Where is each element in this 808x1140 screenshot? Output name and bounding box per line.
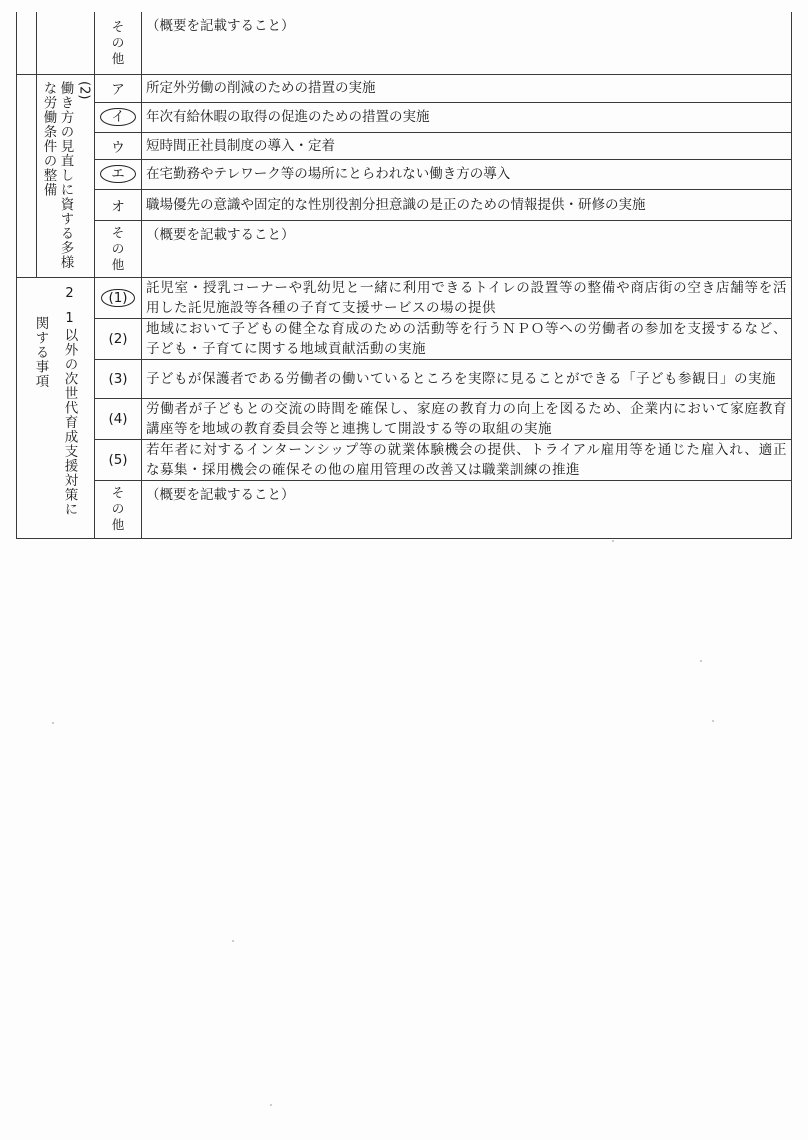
item-text-cell [142,133,792,160]
item-mark-cell [95,359,142,398]
section2-number: (2) [76,80,92,99]
table-row [17,398,792,439]
sonota-label: その他 [111,485,125,532]
table-row [17,439,792,480]
item-mark-cell [95,74,142,102]
item-mark-cell [95,277,142,318]
table-row [17,480,792,538]
item-mark-circled: エ [100,165,136,183]
sonota-cell [95,220,142,277]
table-row [17,160,792,189]
category2-title-sub: 関する事項 [32,315,49,388]
item-text: 年次有給休暇の取得の促進のための措置の実施 [146,109,430,126]
item-text-cell [142,439,792,480]
item-mark: (2) [108,330,128,347]
overview-cell [142,480,792,538]
item-mark-cell [95,160,142,189]
item-text-cell [142,398,792,439]
sonota-cell [95,12,142,74]
table-row [17,220,792,277]
section2-title: 働き方の見直しに資する多様な労働条件の整備 [40,80,74,269]
category-cell-blank [17,74,37,277]
item-text-cell [142,160,792,189]
sonota-cell [95,480,142,538]
item-text: 託児室・授乳コーナーや乳幼児と一緒に利用できるトイレの設置等の整備や商店街の空き店舗等を活用した託児施設等各種の子育て支援サービスの場の提供 [146,279,787,316]
item-text: 短時間正社員制度の導入・定着 [146,138,335,155]
item-text-cell [142,74,792,102]
item-mark: (4) [108,410,128,427]
item-mark: ア [111,82,125,99]
table-row [17,102,792,132]
item-text: 所定外労働の削減のための措置の実施 [146,80,376,97]
table-row [17,359,792,398]
item-mark: オ [111,198,125,215]
item-text: 労働者が子どもとの交流の時間を確保し、家庭の教育力の向上を図るため、企業内において家庭教育講座等を地域の教育委員会等と連携して開設する等の取組の実施 [146,400,787,437]
item-mark: (5) [108,451,128,468]
scan-speck [232,940,234,942]
item-text: 職場優先の意識や固定的な性別役割分担意識の是正のための情報提供・研修の実施 [146,196,646,213]
scan-speck [612,540,614,542]
scan-speck [712,720,714,722]
item-mark-cell [95,318,142,359]
overview-text: （概要を記載すること） [146,18,295,34]
item-mark-cell [95,102,142,132]
category2-sub-number: 1 [65,310,74,326]
item-mark: (3) [108,370,128,387]
overview-text: （概要を記載すること） [146,226,295,243]
sonota-label: その他 [111,224,125,272]
overview-text: （概要を記載すること） [146,486,295,503]
sonota-label: その他 [111,18,125,66]
category2-title: 以外の次世代育成支援対策に [61,327,78,516]
overview-cell [142,220,792,277]
item-mark-circled: (1) [101,289,134,307]
item-text: 在宅勤務やテレワーク等の場所にとらわれない働き方の導入 [146,166,511,183]
category-cell-blank [17,12,37,74]
item-mark-cell [95,439,142,480]
scan-speck [700,660,702,662]
item-text-cell [142,277,792,318]
table-row [17,133,792,160]
table-row [17,318,792,359]
table-row [17,277,792,318]
category2-number: 2 [65,285,74,301]
item-text-cell [142,318,792,359]
item-text-cell [142,102,792,132]
action-plan-table [16,12,792,539]
item-text-cell [142,359,792,398]
section2-cell [37,74,95,277]
overview-cell [142,12,792,74]
table-row [17,189,792,220]
item-text: 若年者に対するインターンシップ等の就業体験機会の提供、トライアル雇用等を通じた雇入れ、適正な募集・採用機会の確保その他の雇用管理の改善又は職業訓練の推進 [146,441,787,478]
subcategory-cell-blank [37,12,95,74]
item-text: 地域において子どもの健全な育成のための活動等を行うＮＰＯ等への労働者の参加を支援するなど、子ども・子育てに関する地域貢献活動の実施 [146,320,787,357]
item-mark-cell [95,133,142,160]
item-mark-cell [95,398,142,439]
scan-speck [52,722,54,724]
table-row [17,74,792,102]
scan-speck [270,1104,272,1106]
item-mark-circled: イ [100,108,136,126]
table-row [17,12,792,74]
item-text-cell [142,189,792,220]
item-text: 子どもが保護者である労働者の働いているところを実際に見ることができる「子ども参観日」の実施 [146,370,776,387]
item-mark: ウ [111,140,125,157]
category2-cell [17,277,95,538]
item-mark-cell [95,189,142,220]
